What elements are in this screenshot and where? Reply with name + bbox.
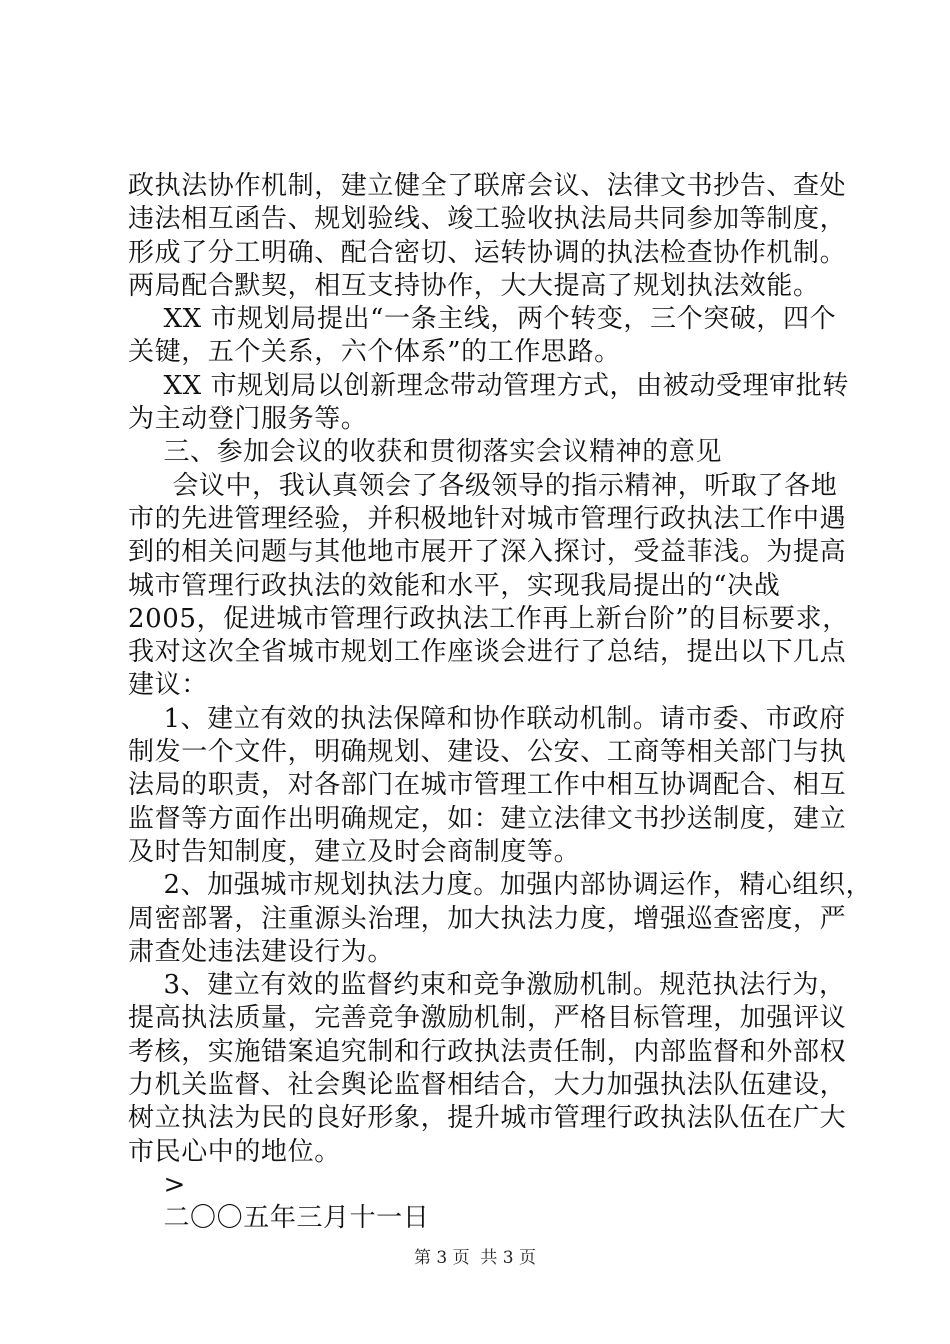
text-line: 提高执法质量，完善竞争激励机制，严格目标管理，加强评议: [128, 1003, 847, 1034]
document-body: [128, 170, 873, 1236]
text-line: 监督等方面作出明确规定，如：建立法律文书抄送制度，建立: [128, 803, 847, 834]
document-date: 二〇〇五年三月十一日: [128, 1203, 430, 1234]
page-number: 第 3 页 共 3 页: [413, 1248, 537, 1268]
text-line: 法局的职责，对各部门在城市管理工作中相互协调配合、相互: [128, 770, 847, 801]
text-line: 3、建立有效的监督约束和竞争激励机制。规范执法行为，: [128, 970, 846, 1001]
text-line: >: [128, 1169, 186, 1200]
text-line: 会议中，我认真领会了各级领导的指示精神，听取了各地: [128, 470, 838, 501]
text-line: 形成了分工明确、配合密切、运转协调的执法检查协作机制。: [128, 237, 847, 268]
text-line: 2、加强城市规划执法力度。加强内部协调运作，精心组织，: [128, 870, 873, 901]
text-line: 树立执法为民的良好形象，提升城市管理行政执法队伍在广大: [128, 1103, 847, 1134]
text-line: 我对这次全省城市规划工作座谈会进行了总结，提出以下几点: [128, 637, 847, 668]
text-line: 及时告知制度，建立及时会商制度等。: [128, 836, 581, 867]
text-line: 肃查处违法建设行为。: [128, 936, 395, 967]
text-line: 2005，促进城市管理行政执法工作再上新台阶”的目标要求，: [128, 603, 849, 634]
text-line: 到的相关问题与其他地市展开了深入探讨，受益菲浅。为提高: [128, 537, 847, 568]
text-line: 周密部署，注重源头治理，加大执法力度，增强巡查密度，严: [128, 903, 847, 934]
section-heading: 三、参加会议的收获和贯彻落实会议精神的意见: [128, 437, 723, 468]
text-line: 1、建立有效的执法保障和协作联动机制。请市委、市政府: [128, 703, 846, 734]
text-line: 两局配合默契，相互支持协作，大大提高了规划执法效能。: [128, 270, 820, 301]
text-line: 市的先进管理经验，并积极地针对城市管理行政执法工作中遇: [128, 503, 847, 534]
text-line: XX 市规划局以创新理念带动管理方式，由被动受理审批转: [128, 370, 849, 401]
page-footer: [0, 1243, 950, 1268]
text-line: 制发一个文件，明确规划、建设、公安、工商等相关部门与执: [128, 737, 847, 768]
text-line: 违法相互函告、规划验线、竣工验收执法局共同参加等制度，: [128, 204, 847, 235]
text-line: 城市管理行政执法的效能和水平，实现我局提出的“决战: [128, 570, 781, 601]
text-line: 为主动登门服务等。: [128, 404, 368, 435]
text-line: 市民心中的地位。: [128, 1136, 341, 1167]
text-line: XX 市规划局提出“一条主线，两个转变，三个突破，四个: [128, 304, 837, 335]
text-line: 考核，实施错案追究制和行政执法责任制，内部监督和外部权: [128, 1036, 847, 1067]
text-line: 力机关监督、社会舆论监督相结合，大力加强执法队伍建设，: [128, 1070, 847, 1101]
text-line: 建议：: [128, 670, 208, 701]
text-line: 关键，五个关系，六个体系”的工作思路。: [128, 337, 621, 368]
text-line: 政执法协作机制，建立健全了联席会议、法律文书抄告、查处: [128, 171, 847, 201]
